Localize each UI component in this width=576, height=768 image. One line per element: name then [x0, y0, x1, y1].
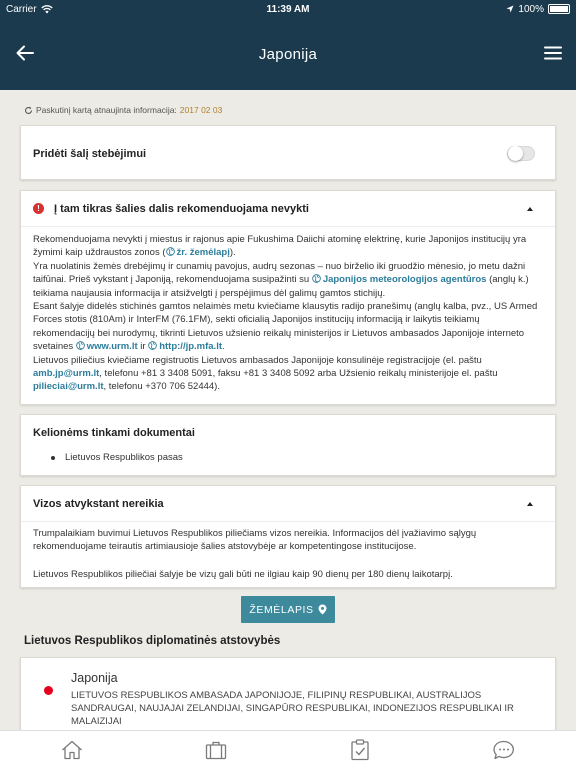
warning-paragraph — [33, 354, 543, 394]
collapse-caret-icon[interactable] — [527, 502, 533, 506]
status-bar — [0, 0, 576, 18]
warning-text: Lietuvos piliečius kviečiame registruotis Lietuvos ambasados Japonijoje konsulinėje registracijoje (el. paštu — [33, 354, 482, 366]
watch-country-toggle[interactable] — [507, 146, 535, 161]
embassy-website-link[interactable]: http://jp.mfa.lt — [159, 341, 222, 353]
tab-checklist[interactable] — [340, 735, 380, 765]
embassy-email-link[interactable]: amb.jp@urm.lt — [33, 368, 100, 380]
tab-travel[interactable] — [196, 735, 236, 765]
chat-icon — [493, 740, 515, 760]
visa-paragraph: Lietuvos Respublikos piliečiai šalyje be vizų gali būti ne ilgiau kaip 90 dienų per 180 dienų laikotarpį. — [33, 568, 453, 580]
warning-text: Esant šalyje didelės stichinės gamtos nelaimės metu kviečiame klausytis radijo pranešimų (anglų kalba, pvz., US Armed Forces stotis (810Am) ir InterFM (76.1FM), sekti oficialią Japonijos institucijų informaciją ir laikytis teikiamų rekomendacijų bei nurodymų, tikrinti Lietuvos užsienio reikalų ministerijos ir Lietuvos ambasados Japonijoje interneto svetaines — [33, 301, 538, 353]
watch-country-label: Pridėti šalį stebėjimui — [33, 147, 147, 160]
warning-body — [21, 227, 555, 394]
wifi-icon — [41, 5, 53, 14]
last-updated-label: Paskutinį kartą atnaujinta informacija: — [36, 105, 177, 115]
warning-text: , telefonu +370 706 52444). — [103, 381, 220, 393]
warning-text: ir — [137, 341, 149, 353]
map-button[interactable] — [241, 596, 335, 623]
document-list-item — [51, 451, 543, 464]
back-arrow-icon[interactable] — [14, 42, 36, 64]
warning-text: , telefonu +81 3 3408 5091, faksu +81 3 3408 5092 arba Užsienio reikalų ministerijoje el. paštu — [99, 368, 498, 380]
warning-text: (anglų k.) teikiama naujausia informacija ir atsižvelgti į perspėjimus dėl galimų gamtos stichijų. — [33, 274, 529, 299]
warning-text: . — [222, 341, 225, 353]
warning-text: ). — [229, 247, 236, 259]
travel-documents-card — [20, 414, 556, 476]
warning-text: Rekomenduojama nevykti į miestus ir rajonus apie Fukushima Daiichi atominę elektrinę, kurie Japonijos institucijų yra žymimi kaip uždraustos zonos ( — [33, 234, 527, 259]
globe-icon — [312, 274, 321, 283]
status-left — [6, 4, 53, 15]
globe-icon — [148, 341, 157, 350]
warning-paragraph — [33, 300, 543, 354]
collapse-caret-icon[interactable] — [527, 207, 533, 211]
documents-title: Kelionėms tinkami dokumentai — [33, 427, 195, 439]
embassy-description: LIETUVOS RESPUBLIKOS AMBASADA JAPONIJOJE, FILIPINŲ RESPUBLIKAI, AUSTRALIJOS SANDRAUGAI, NAUJAJAI ZELANDIJAI, SINGAPŪRO RESPUBLIKAI, INDONEZIJOS RESPUBLIKAI IR MALAIZIJAI — [71, 690, 514, 727]
embassy-card[interactable] — [20, 657, 556, 730]
tab-home[interactable] — [52, 735, 92, 765]
map-link[interactable]: žr. žemėlapį — [176, 247, 230, 259]
battery-percent: 100% — [518, 3, 544, 15]
last-updated-date: 2017 02 03 — [179, 105, 223, 115]
japan-flag-icon — [39, 684, 57, 696]
globe-icon — [76, 341, 85, 350]
last-updated — [24, 105, 222, 115]
document-item-label: Lietuvos Respublikos pasas — [65, 452, 183, 463]
checklist-icon — [350, 739, 370, 761]
tab-chat[interactable] — [484, 735, 524, 765]
nav-bar — [0, 18, 576, 90]
visa-card — [20, 485, 556, 588]
urm-website-link[interactable]: www.urm.lt — [86, 341, 138, 353]
warning-icon: ! — [33, 203, 44, 214]
embassy-country: Japonija — [71, 671, 118, 685]
tab-bar — [0, 730, 576, 768]
toggle-knob — [508, 146, 523, 161]
carrier-label: Carrier — [6, 3, 37, 15]
location-arrow-icon — [506, 5, 514, 13]
home-icon — [61, 740, 83, 760]
warning-title: Į tam tikras šalies dalis rekomenduojama nevykti — [54, 202, 309, 215]
watch-country-card — [20, 125, 556, 180]
warning-paragraph — [33, 233, 543, 260]
visa-paragraph: Trumpalaikiam buvimui Lietuvos Respublikos piliečiams vizos nereikia. Informacijos dėl įvažiavimo sąlygų rekomenduojame teirautis artimiausioje šalies atstovybėje ar kompetentingose institucijose. — [33, 528, 477, 553]
map-pin-icon — [318, 604, 327, 615]
status-right — [506, 4, 570, 15]
globe-icon — [166, 247, 175, 256]
ministry-email-link[interactable]: pilieciai@urm.lt — [33, 381, 104, 393]
travel-warning-card — [20, 190, 556, 405]
content-area[interactable] — [0, 90, 576, 730]
diplomatic-missions-title: Lietuvos Respublikos diplomatinės atstovybės — [24, 635, 281, 647]
refresh-icon — [24, 106, 33, 115]
status-time: 11:39 AM — [266, 3, 310, 15]
visa-body — [21, 522, 555, 581]
hamburger-menu-icon[interactable] — [542, 42, 564, 64]
page-title: Japonija — [258, 45, 318, 63]
meteorology-agency-link[interactable]: Japonijos meteorologijos agentūros — [322, 274, 487, 286]
documents-body — [21, 451, 555, 464]
warning-paragraph — [33, 260, 543, 300]
visa-title: Vizos atvykstant nereikia — [33, 497, 164, 510]
battery-icon — [548, 4, 570, 14]
bullet-icon — [51, 456, 55, 460]
warning-text: Yra nuolatinis žemės drebėjimų ir cunamių pavojus, audrų sezonas – nuo birželio iki gruodžio mėnesio, jo metu dažni taifūnai. Prieš vykstant į Japoniją, rekomenduojama susipažinti su — [33, 260, 526, 286]
map-button-label: ŽEMĖLAPIS — [249, 603, 314, 616]
briefcase-icon — [205, 740, 227, 760]
